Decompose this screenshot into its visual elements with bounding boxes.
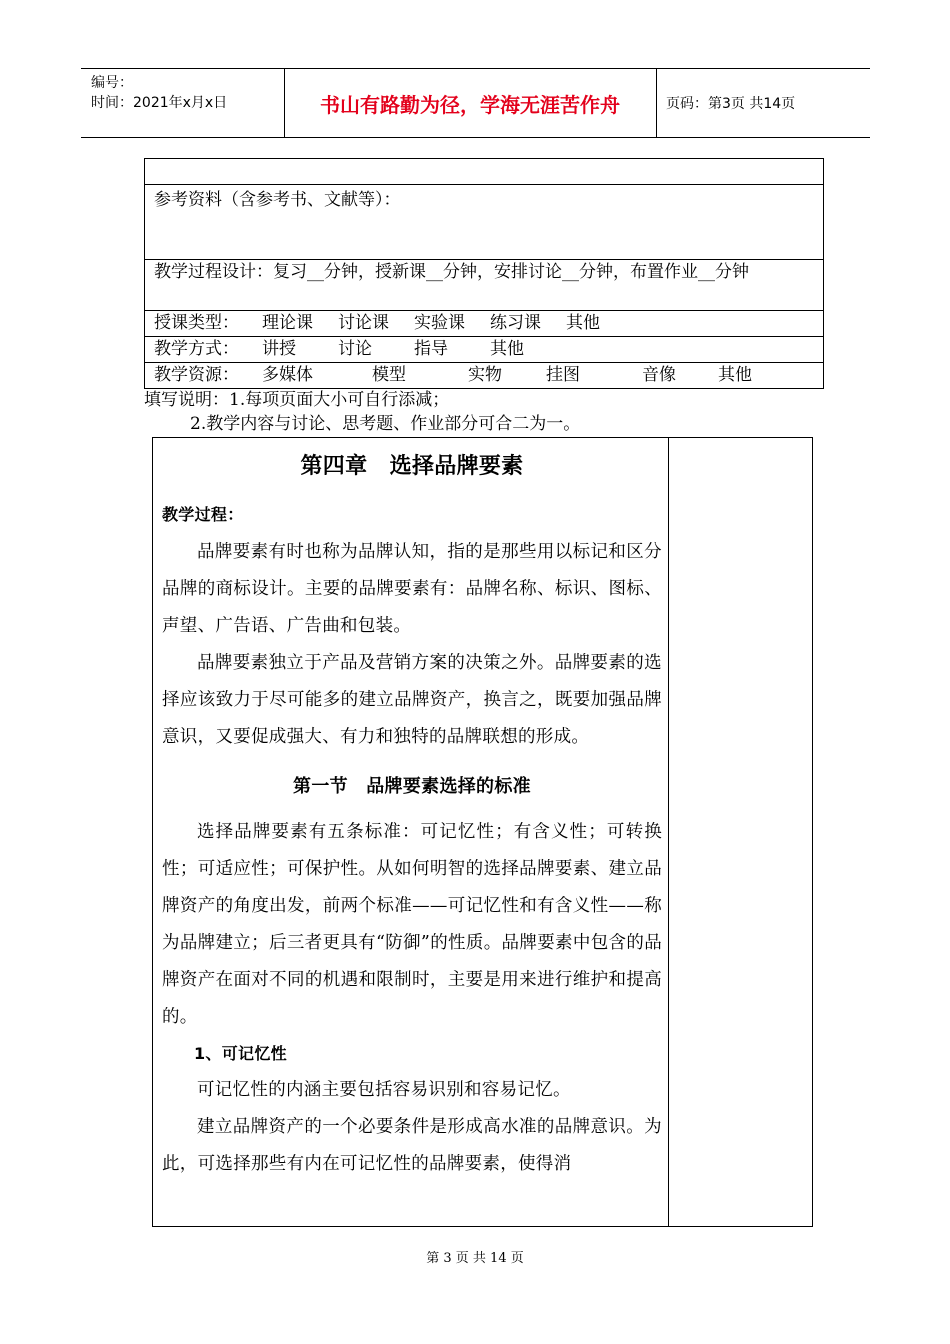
paragraph: 建立品牌资产的一个必要条件是形成高水准的品牌意识。为此，可选择那些有内在可记忆性的品牌要素，使得消 [162,1117,662,1174]
header-divider [656,69,657,137]
process-design-cell: 教学过程设计：复习__分钟，授新课__分钟，安排讨论__分钟，布置作业__分钟 [145,260,824,311]
resource-option: 多媒体 [262,365,313,385]
column-divider [668,438,669,1226]
method-option: 讲授 [262,339,296,359]
method-option: 其他 [490,339,524,359]
paragraph: 品牌要素有时也称为品牌认知，指的是那些用以标记和区分品牌的商标设计。主要的品牌要素有：品牌名称、标识、图标、声望、广告语、广告曲和包装。 [162,542,662,636]
resource-option: 实物 [468,365,502,385]
header-page-info: 页码：第3页 共14页 [666,96,796,112]
course-type-option: 实验课 [414,313,465,333]
section-title: 第一节 品牌要素选择的标准 [293,776,531,797]
references-cell: 参考资料（含参考书、文献等）： [145,185,824,260]
fill-instructions-2: 2.教学内容与讨论、思考题、作业部分可合二为一。 [190,414,581,434]
blank-row [145,159,824,185]
process-label: 教学过程： [162,505,244,524]
course-type-option: 练习课 [490,313,541,333]
paragraph: 品牌要素独立于产品及营销方案的决策之外。品牌要素的选择应该致力于尽可能多的建立品牌资产，换言之，既要加强品牌意识，又要促成强大、有力和独特的品牌联想的形成。 [162,653,662,747]
content-column [162,438,662,1183]
course-type-label: 授课类型： [154,313,239,333]
header-motto: 书山有路勤为径，学海无涯苦作舟 [320,92,620,117]
course-info-table [144,158,824,389]
paragraph: 选择品牌要素有五条标准：可记忆性；有含义性；可转换性；可适应性；可保护性。从如何明智的选择品牌要素、建立品牌资产的角度出发，前两个标准——可记忆性和有含义性——称为品牌建立；后三者更具有“防御”的性质。品牌要素中包含的品牌资产在面对不同的机遇和限制时，主要是用来进行维护和提高的。 [162,822,662,1027]
paragraph: 可记忆性的内涵主要包括容易识别和容易记忆。 [197,1080,571,1100]
page-footer: 第 3 页 共 14 页 [426,1251,524,1266]
teaching-method-cell [145,337,824,363]
resource-option: 其他 [718,365,752,385]
course-type-option: 其他 [566,313,600,333]
header-date: 时间：2021年x月x日 [91,95,228,111]
teaching-content-box [152,437,813,1227]
header-meta [91,73,227,113]
resource-option: 音像 [642,365,676,385]
resource-option: 挂图 [546,365,580,385]
course-type-option: 讨论课 [338,313,389,333]
resource-option: 模型 [372,365,406,385]
resource-label: 教学资源： [154,365,239,385]
course-type-cell [145,311,824,337]
teaching-resource-cell [145,363,824,389]
fill-instructions-1: 填写说明：1.每项页面大小可自行添减； [144,390,450,410]
method-label: 教学方式： [154,339,239,359]
chapter-title: 第四章 选择品牌要素 [300,454,524,479]
page-header [81,68,870,138]
subsection-title: 1、可记忆性 [194,1044,287,1063]
method-option: 讨论 [338,339,372,359]
header-number: 编号： [91,75,133,91]
method-option: 指导 [414,339,448,359]
course-type-option: 理论课 [262,313,313,333]
